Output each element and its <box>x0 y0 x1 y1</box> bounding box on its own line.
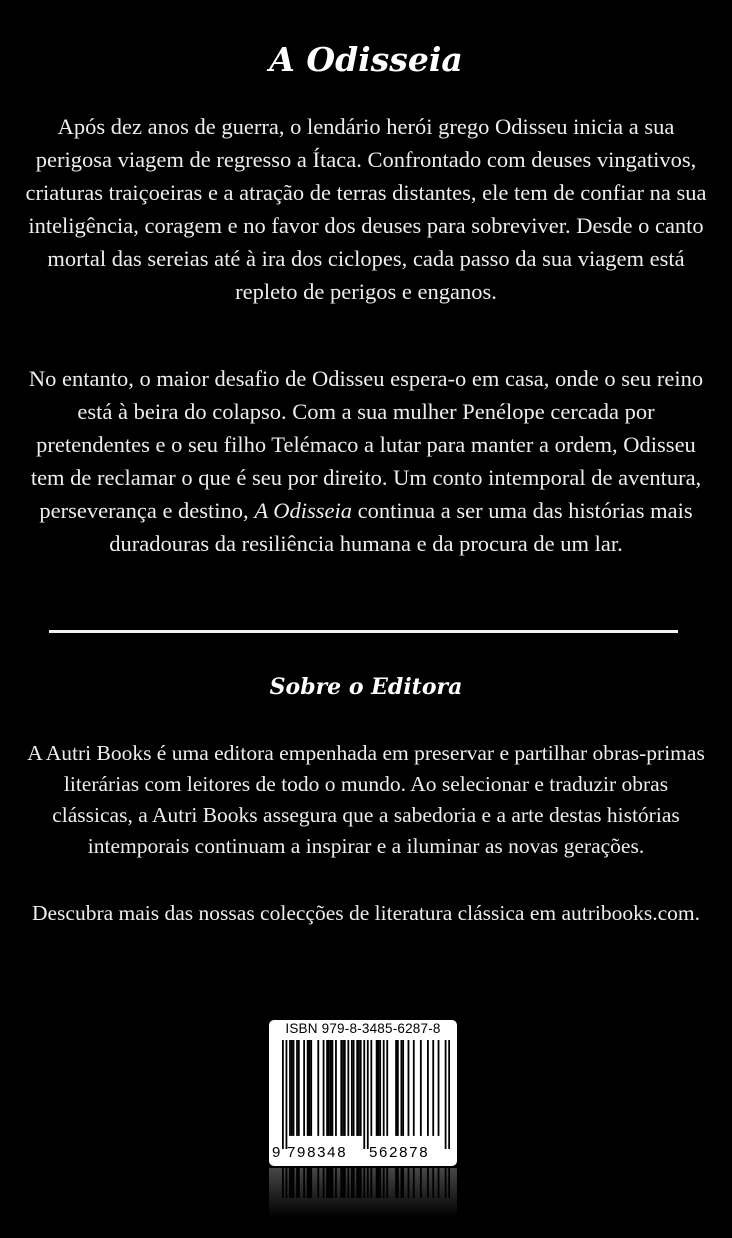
blurb-paragraph-2 <box>22 362 710 560</box>
barcode-bar <box>317 1040 319 1136</box>
barcode-bar <box>291 1040 293 1136</box>
barcode-bar <box>347 1040 349 1136</box>
barcode-bar <box>332 1040 334 1136</box>
barcode-bar <box>379 1040 381 1136</box>
barcode-bar <box>420 1040 422 1136</box>
barcode-bar <box>358 1040 360 1136</box>
barcode-bar <box>377 1040 379 1136</box>
barcode-bar <box>445 1040 447 1149</box>
barcode-bar <box>310 1040 312 1136</box>
barcode-bar <box>344 1040 346 1136</box>
blurb-paragraph-2-text-start: No entanto, o maior desafio de Odisseu espera-o em casa, onde o seu reino está à beira do colapso. Com a sua mulher Penélope cercada por pretendentes e o seu filho Telémaco a lutar para manter a ordem, Odisseu tem de reclamar o que é seu por direito. Um conto intemporal de aventura, perseverança e destino, <box>28 366 704 523</box>
barcode-bar <box>335 1040 337 1136</box>
barcode-bar <box>438 1040 440 1136</box>
barcode-bar <box>413 1040 415 1136</box>
barcode-bar <box>356 1040 358 1136</box>
barcode-bar <box>342 1040 344 1136</box>
section-divider <box>49 630 678 633</box>
barcode-bar <box>296 1040 298 1136</box>
barcode-bar <box>323 1040 325 1136</box>
barcode-bar <box>303 1040 305 1136</box>
barcode-bar <box>289 1040 291 1136</box>
barcode-bar <box>427 1040 429 1136</box>
barcode-bar <box>286 1040 288 1149</box>
barcode-bar <box>353 1040 355 1136</box>
barcode-bar <box>432 1040 434 1136</box>
barcode-bar <box>386 1040 388 1136</box>
book-title: A Odisseia <box>269 40 463 79</box>
barcode-bars <box>282 1040 450 1149</box>
isbn-label: ISBN 979-8-3485-6287-8 <box>285 1021 441 1036</box>
blurb-paragraph-1: Após dez anos de guerra, o lendário herói grego Odisseu inicia a sua perigosa viagem de regresso a Ítaca. Confrontado com deuses vingativos, criaturas traiçoeiras e a atração de terras distantes, ele tem de confiar na sua inteligência, coragem e no favor dos deuses para sobreviver. Desde o canto mortal das sereias até à ira dos ciclopes, cada passo da sua viagem está repleto de perigos e enganos. <box>25 114 707 304</box>
barcode-bar <box>307 1040 309 1136</box>
barcode-bar <box>330 1040 332 1136</box>
publisher-heading: Sobre o Editora <box>269 674 463 700</box>
barcode-bar <box>363 1040 365 1149</box>
barcode-bar <box>370 1040 372 1136</box>
barcode-bar <box>309 1040 311 1136</box>
barcode-bar <box>298 1040 300 1136</box>
barcode-bar <box>400 1040 402 1136</box>
barcode-bar <box>367 1040 369 1149</box>
barcode-bar <box>282 1040 284 1149</box>
barcode-bar <box>408 1040 410 1136</box>
barcode-reflection <box>269 1168 457 1218</box>
publisher-paragraph-1: A Autri Books é uma editora empenhada em preservar e partilhar obras-primas literárias com leitores de todo o mundo. Ao selecionar e traduzir obras clássicas, a Autri Books assegura que a sabedoria e a arte destas histórias intemporais continuam a inspirar e a iluminar as novas gerações. <box>27 741 705 858</box>
barcode-bar <box>383 1040 385 1136</box>
barcode-bar <box>326 1040 328 1136</box>
barcode-bar <box>376 1040 378 1136</box>
barcode-bar <box>397 1040 399 1136</box>
isbn-barcode <box>269 1020 457 1166</box>
publisher-paragraph-2: Descubra mais das nossas colecções de literatura clássica em autribooks.com. <box>31 901 701 925</box>
barcode-digit-first: 9 <box>272 1144 281 1161</box>
barcode-bar <box>328 1040 330 1136</box>
barcode-digits-right: 562878 <box>369 1144 430 1161</box>
barcode-bar <box>395 1040 397 1136</box>
barcode-bar <box>448 1040 450 1149</box>
barcode-digits-left: 798348 <box>287 1144 348 1161</box>
barcode-bar <box>402 1040 404 1136</box>
barcode-bar <box>293 1040 295 1136</box>
barcode-bar <box>351 1040 353 1136</box>
reflection-fade <box>269 1168 457 1218</box>
blurb-book-title-italic: A Odisseia <box>254 498 353 523</box>
barcode-bar <box>340 1040 342 1136</box>
barcode-bar <box>360 1040 362 1136</box>
blurb-paragraph-2-text-end: continua a ser uma das histórias mais duradouras da resiliência humana e da procura de um lar. <box>109 498 693 556</box>
